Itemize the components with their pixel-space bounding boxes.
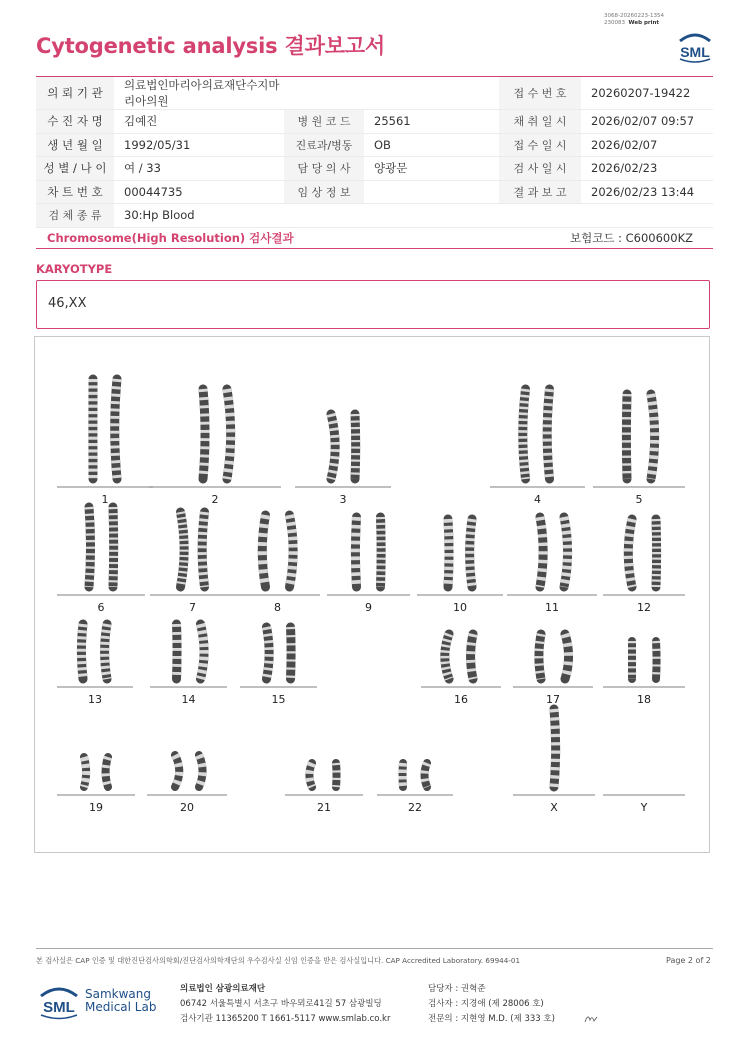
section-title: Chromosome(High Resolution) 검사결과	[47, 231, 294, 245]
chromosome-label: Y	[640, 801, 648, 814]
chromosome-label: 14	[181, 693, 196, 706]
chromosome-pair-7	[150, 512, 235, 614]
footer-divider	[36, 948, 713, 949]
result-section-header	[36, 226, 713, 249]
chromosome-pair-14	[150, 624, 227, 706]
info-label: 진료과/병동	[284, 133, 364, 157]
chromosome-label: 21	[317, 801, 331, 814]
chromosome-pair-1	[57, 379, 153, 506]
info-value: 김예진	[114, 110, 284, 134]
chromosome-pair-12	[603, 519, 685, 614]
chromosome-label: 1	[101, 493, 109, 506]
chromosome-pair-9	[327, 517, 410, 614]
chromosome	[425, 763, 427, 787]
chromosome-pair-4	[490, 389, 585, 506]
chromosome-pair-19	[57, 757, 135, 814]
chromosome-label: X	[550, 801, 558, 814]
info-row	[36, 157, 713, 181]
patient-info-table	[36, 76, 713, 228]
info-label	[284, 77, 364, 110]
info-label: 생 년 월 일	[36, 133, 114, 157]
staff-list: 담당자 : 권혁준 검사자 : 지경애 (제 28006 호) 전문의 : 지현영 M.D. (제 333 호)	[428, 984, 555, 1024]
info-value: 20260207-19422	[581, 77, 713, 110]
info-value: 1992/05/31	[114, 133, 284, 157]
chromosome-pair-22	[377, 763, 453, 814]
chromosome-label: 8	[274, 601, 281, 614]
info-value: 2026/02/07 09:57	[581, 110, 713, 134]
chromosome-label: 15	[271, 693, 286, 706]
info-label: 담 당 의 사	[284, 157, 364, 181]
karyogram-image	[34, 336, 710, 853]
info-row	[36, 180, 713, 204]
chromosome-label: 20	[180, 801, 194, 814]
chromosome-pair-17	[513, 634, 593, 706]
svg-text:SML: SML	[680, 44, 710, 60]
chromosome-label: 6	[97, 601, 105, 614]
page-number: Page 2 of 2	[666, 956, 711, 965]
info-value: OB	[364, 133, 499, 157]
info-value: 2026/02/23	[581, 157, 713, 181]
sml-logo-icon	[674, 27, 716, 65]
chromosome-label: 18	[637, 693, 651, 706]
chromosome-pair-18	[603, 641, 685, 706]
chromosome-pair-20	[147, 755, 227, 814]
chromosome	[202, 512, 204, 587]
chromosome-label: 10	[453, 601, 467, 614]
chromosome-pair-5	[593, 394, 685, 506]
chromosome-pair-Y	[603, 795, 685, 814]
svg-text:SML: SML	[43, 999, 75, 1016]
chromosome-label: 11	[545, 601, 559, 614]
chromosome-label: 19	[89, 801, 103, 814]
karyotype-result: 46,XX	[48, 296, 87, 311]
info-label: 의 뢰 기 관	[36, 77, 114, 110]
chromosome	[554, 709, 556, 787]
signature-icon	[583, 1010, 599, 1024]
chromosome-pair-6	[57, 507, 145, 614]
karyotype-label: KARYOTYPE	[36, 262, 113, 276]
info-value: 2026/02/23 13:44	[581, 180, 713, 204]
chromosome-label: 7	[189, 601, 196, 614]
accreditation-note: 본 검사실은 CAP 인증 및 대한진단검사의학회/진단검사의학재단의 우수검사실 신임 인증을 받은 검사실입니다. CAP Accredited Laboratory. 69944-01	[36, 956, 521, 965]
info-label: 검 사 일 시	[499, 157, 581, 181]
info-value	[364, 180, 499, 204]
chromosome-pair-13	[57, 624, 133, 706]
info-label: 임 상 정 보	[284, 180, 364, 204]
chromosome-label: 22	[408, 801, 422, 814]
info-row	[36, 133, 713, 157]
info-value: 00044735	[114, 180, 284, 204]
sml-footer-logo-icon	[36, 982, 82, 1022]
info-label: 접 수 일 시	[499, 133, 581, 157]
info-value: 양광문	[364, 157, 499, 181]
info-label: 성 별 / 나 이	[36, 157, 114, 181]
chromosome-label: 16	[454, 693, 468, 706]
chromosome	[471, 634, 473, 679]
report-title: Cytogenetic analysis 결과보고서	[36, 34, 385, 58]
info-value	[364, 77, 499, 110]
info-row	[36, 77, 713, 110]
info-label: 결 과 보 고	[499, 180, 581, 204]
info-label: 병 원 코 드	[284, 110, 364, 134]
lab-address: 의료법인 삼광의료재단 06742 서울특별시 서초구 바우뫼로41길 57 삼광빌딩 검사기관 11365200 T 1661-5117 www.smlab.co.kr	[180, 984, 391, 1024]
info-value: 25561	[364, 110, 499, 134]
chromosome-pair-16	[421, 634, 501, 706]
chromosome-pair-2	[149, 389, 281, 506]
insurance-code: 보험코드 : C600600KZ	[570, 231, 693, 245]
specimen-row	[36, 204, 713, 228]
info-value: 의료법인마리아의료재단수지마리아의원	[114, 77, 284, 110]
info-label: 채 취 일 시	[499, 110, 581, 134]
chromosome-pair-8	[235, 515, 320, 614]
info-label: 차 트 번 호	[36, 180, 114, 204]
chromosome-label: 3	[339, 493, 347, 506]
chromosome-label: 4	[534, 493, 541, 506]
info-value: 2026/02/07	[581, 133, 713, 157]
chromosome-pair-3	[295, 414, 391, 506]
info-label: 접 수 번 호	[499, 77, 581, 110]
chromosome	[336, 763, 337, 787]
chromosome-label: 12	[637, 601, 651, 614]
chromosome-pair-21	[285, 763, 363, 814]
chromosome-pair-11	[507, 517, 597, 614]
chromosome-label: 5	[635, 493, 643, 506]
specimen-value: 30:Hp Blood	[114, 204, 713, 228]
chromosome-bands	[201, 624, 205, 679]
chromosome-bands	[448, 519, 449, 587]
chromosome-label: 9	[365, 601, 372, 614]
chromosome	[626, 394, 627, 479]
lab-name: Samkwang Medical Lab	[85, 987, 157, 1014]
info-label: 수 진 자 명	[36, 110, 114, 134]
web-print-stamp: 3068-20260223-1354 230083 Web print	[604, 13, 664, 26]
info-row	[36, 110, 713, 134]
chromosome-label: 2	[211, 493, 219, 506]
chromosome-label: 13	[88, 693, 102, 706]
chromosome	[227, 389, 231, 479]
chromosome-pair-15	[240, 627, 317, 706]
specimen-label: 검 체 종 류	[36, 204, 114, 228]
chromosome-pair-X	[513, 709, 595, 814]
chromosome-label: 17	[546, 693, 560, 706]
chromosome-pair-10	[417, 519, 503, 614]
info-value: 여 / 33	[114, 157, 284, 181]
karyotype-result-box	[36, 280, 710, 329]
